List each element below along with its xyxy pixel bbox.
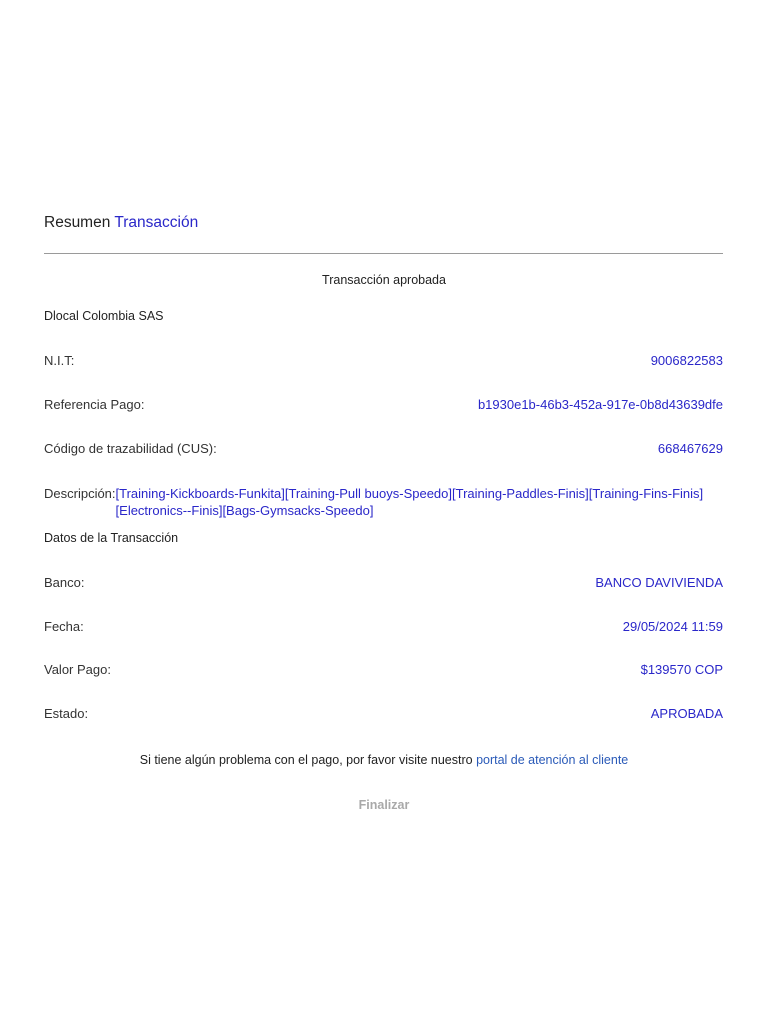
bank-row xyxy=(44,575,723,593)
title-divider xyxy=(44,253,723,254)
reference-row xyxy=(44,397,723,415)
amount-row xyxy=(44,662,723,680)
reference-value: b1930e1b-46b3-452a-917e-0b8d43639dfe xyxy=(477,397,723,412)
transaction-section-title: Datos de la Transacción xyxy=(44,531,179,545)
page-title xyxy=(44,214,198,232)
company-name: Dlocal Colombia SAS xyxy=(44,309,164,323)
customer-portal-link[interactable]: portal de atención al cliente xyxy=(476,753,629,767)
description-label: Descripción: xyxy=(44,486,116,501)
description-value: [Training-Kickboards-Funkita][Training-Pull buoys-Speedo][Training-Paddles-Finis][Training-Fins-Finis][Electronics--Finis][Bags-Gymsacks-Speedo] xyxy=(115,486,704,518)
amount-label: Valor Pago: xyxy=(44,662,111,677)
amount-value: $139570 COP xyxy=(640,662,723,677)
page-title-accent: Transacción xyxy=(114,214,199,231)
page-title-prefix: Resumen xyxy=(44,214,111,231)
help-text: Si tiene algún problema con el pago, por favor visite nuestro xyxy=(139,753,477,767)
state-label: Estado: xyxy=(44,706,89,721)
date-row xyxy=(44,619,723,637)
state-row xyxy=(44,706,723,724)
cus-label: Código de trazabilidad (CUS): xyxy=(44,441,217,456)
transaction-status-text: Transacción aprobada xyxy=(322,273,446,287)
cus-row xyxy=(44,441,723,459)
nit-label: N.I.T: xyxy=(44,353,75,368)
bank-label: Banco: xyxy=(44,575,85,590)
date-label: Fecha: xyxy=(44,619,84,634)
nit-value: 9006822583 xyxy=(650,353,723,368)
state-value: APROBADA xyxy=(650,706,723,721)
bank-value: BANCO DAVIVIENDA xyxy=(595,575,723,590)
cus-value: 668467629 xyxy=(657,441,723,456)
nit-row xyxy=(44,353,723,371)
finish-button[interactable]: Finalizar xyxy=(334,795,434,815)
reference-label: Referencia Pago: xyxy=(44,397,145,412)
description-row xyxy=(44,485,723,519)
date-value: 29/05/2024 11:59 xyxy=(622,619,723,634)
help-message xyxy=(0,753,768,767)
